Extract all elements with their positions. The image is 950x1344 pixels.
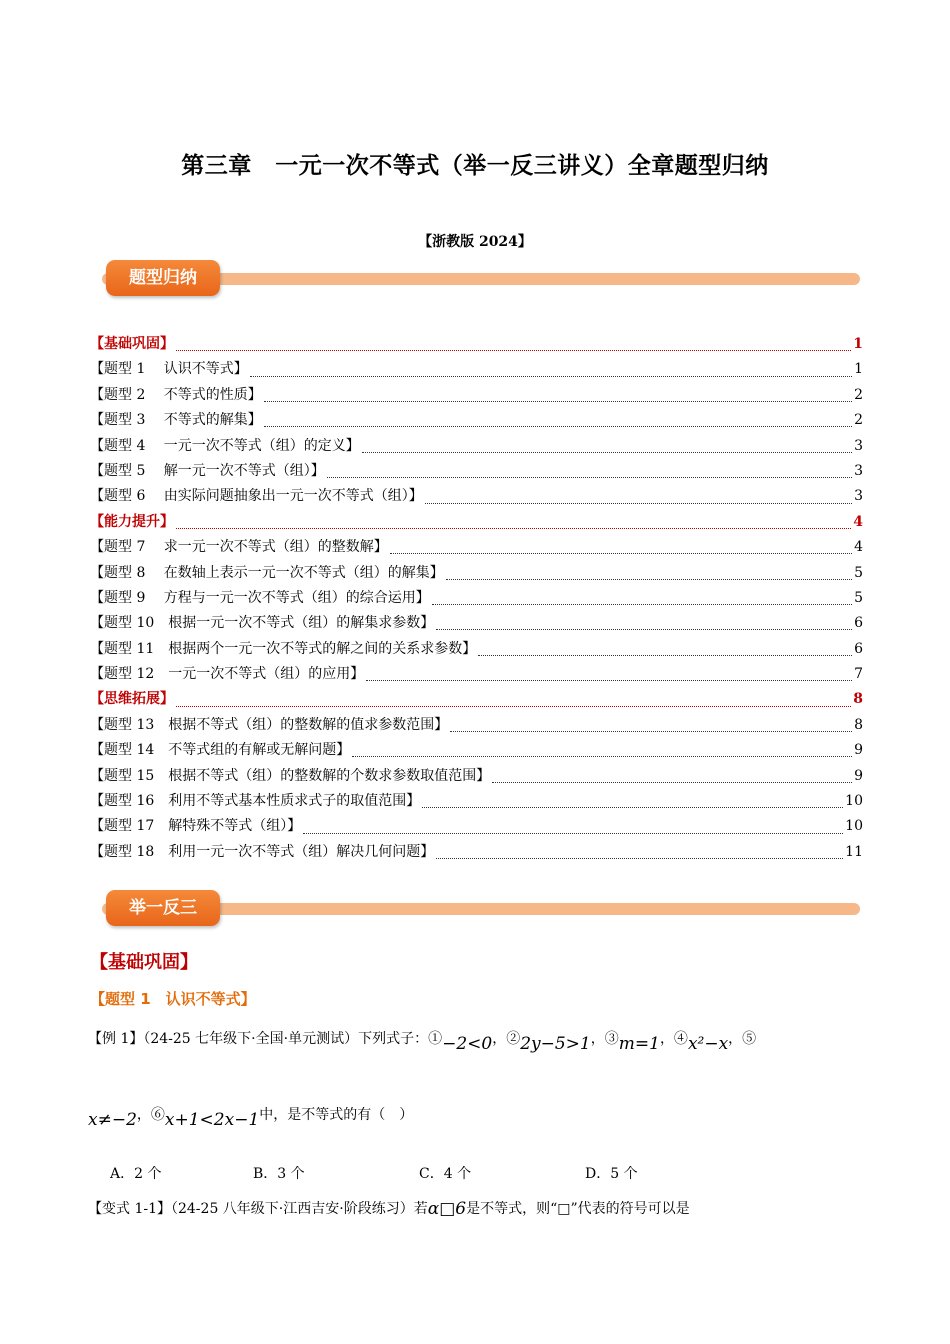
- toc-page-number: 8: [853, 691, 863, 708]
- edition-label: 【浙教版 2024】: [418, 234, 532, 250]
- toc-leader-dots: [176, 706, 851, 707]
- toc-leader-dots: [250, 376, 852, 377]
- toc-entry-label: 【题型 17 解特殊不等式（组）】: [90, 818, 302, 835]
- toc-section-entry[interactable]: [90, 687, 863, 712]
- toc-leader-dots: [390, 553, 852, 554]
- expression-6: x+1<2x−1: [164, 1110, 260, 1130]
- toc-entry-label: 【题型 18 利用一元一次不等式（组）解决几何问题】: [90, 843, 435, 860]
- toc-page-number: 3: [854, 462, 863, 479]
- toc-leader-dots: [264, 426, 852, 427]
- toc-page-number: 2: [854, 412, 863, 429]
- toc-leader-dots: [450, 731, 852, 732]
- toc-leader-dots: [425, 503, 852, 504]
- document-title: 第三章 一元一次不等式（举一反三讲义）全章题型归纳: [181, 153, 769, 179]
- toc-leader-dots: [352, 756, 852, 757]
- toc-leader-dots: [176, 528, 851, 529]
- toc-entry-label: 【题型 4 一元一次不等式（组）的定义】: [90, 437, 360, 454]
- variant-expression: α□6: [427, 1199, 467, 1219]
- table-of-contents: [90, 332, 863, 865]
- toc-page-number: 8: [854, 716, 863, 733]
- toc-page-number: 4: [854, 539, 863, 556]
- option-b[interactable]: B．3 个: [253, 1166, 305, 1182]
- toc-page-number: 1: [853, 336, 863, 352]
- toc-leader-dots: [432, 604, 852, 605]
- toc-banner-label: 题型归纳: [106, 260, 220, 296]
- option-c[interactable]: C．4 个: [419, 1166, 472, 1182]
- toc-entry-label: 【题型 5 解一元一次不等式（组）】: [90, 462, 325, 479]
- toc-entry[interactable]: [90, 408, 863, 433]
- toc-entry[interactable]: [90, 434, 863, 459]
- toc-entry[interactable]: [90, 637, 863, 662]
- toc-page-number: 10: [845, 818, 863, 835]
- toc-page-number: 3: [854, 488, 863, 505]
- marker-5: ，⑤: [728, 1031, 757, 1047]
- practice-banner-label: 举一反三: [106, 890, 220, 926]
- toc-entry-label: 【题型 3 不等式的解集】: [90, 412, 262, 429]
- example-1-suffix: 中，是不等式的有（ ）: [259, 1107, 414, 1123]
- toc-entry-label: 【题型 9 方程与一元一次不等式（组）的综合运用】: [90, 589, 430, 606]
- marker-2: ，②: [492, 1031, 521, 1047]
- toc-page-number: 3: [854, 437, 863, 454]
- toc-banner: [88, 258, 860, 300]
- toc-entry[interactable]: [90, 459, 863, 484]
- toc-entry[interactable]: [90, 484, 863, 509]
- toc-leader-dots: [176, 350, 851, 351]
- toc-page-number: 6: [854, 615, 863, 632]
- toc-entry-label: 【能力提升】: [90, 513, 174, 530]
- toc-entry[interactable]: [90, 789, 863, 814]
- toc-leader-dots: [303, 833, 843, 834]
- expression-3: m=1: [618, 1034, 660, 1054]
- toc-entry-label: 【题型 7 求一元一次不等式（组）的整数解】: [90, 539, 388, 556]
- toc-page-number: 4: [853, 513, 863, 530]
- option-d[interactable]: D．5 个: [585, 1166, 638, 1182]
- toc-page-number: 5: [854, 564, 863, 581]
- toc-section-entry[interactable]: [90, 332, 863, 357]
- toc-leader-dots: [436, 629, 852, 630]
- expression-1: −2<0: [442, 1034, 493, 1054]
- example-1-line-2: [88, 1104, 414, 1130]
- toc-page-number: 5: [854, 589, 863, 606]
- toc-page-number: 9: [854, 767, 863, 784]
- toc-entry-label: 【题型 1 认识不等式】: [90, 361, 248, 378]
- toc-entry-label: 【题型 11 根据两个一元一次不等式的解之间的关系求参数】: [90, 640, 477, 657]
- marker-6: ，⑥: [136, 1107, 165, 1123]
- marker-3: ，③: [590, 1031, 619, 1047]
- toc-page-number: 9: [854, 742, 863, 759]
- marker-4: ，④: [659, 1031, 688, 1047]
- example-1-line-1: [88, 1028, 757, 1054]
- toc-entry-label: 【题型 16 利用不等式基本性质求式子的取值范围】: [90, 793, 421, 810]
- variant-1-1: [88, 1198, 690, 1218]
- toc-entry[interactable]: [90, 586, 863, 611]
- toc-entry-label: 【题型 13 根据不等式（组）的整数解的值求参数范围】: [90, 716, 449, 733]
- variant-suffix: 是不等式，则“□”代表的符号可以是: [466, 1201, 690, 1217]
- toc-entry-label: 【题型 14 不等式组的有解或无解问题】: [90, 742, 351, 759]
- toc-entry[interactable]: [90, 662, 863, 687]
- toc-page-number: 6: [854, 640, 863, 657]
- toc-entry[interactable]: [90, 611, 863, 636]
- toc-entry[interactable]: [90, 814, 863, 839]
- toc-entry-label: 【思维拓展】: [90, 691, 174, 708]
- toc-entry-label: 【题型 15 根据不等式（组）的整数解的个数求参数取值范围】: [90, 767, 491, 784]
- expression-2: 2y−5>1: [520, 1034, 591, 1054]
- toc-entry-label: 【题型 2 不等式的性质】: [90, 386, 262, 403]
- toc-leader-dots: [422, 807, 843, 808]
- toc-page-number: 11: [845, 843, 863, 860]
- toc-page-number: 2: [854, 386, 863, 403]
- toc-page-number: 7: [854, 666, 863, 683]
- toc-entry[interactable]: [90, 535, 863, 560]
- toc-entry-label: 【题型 12 一元一次不等式（组）的应用】: [90, 666, 365, 683]
- toc-entry[interactable]: [90, 357, 863, 382]
- toc-leader-dots: [327, 477, 852, 478]
- question-type-heading: 【题型 1 认识不等式】: [90, 990, 256, 1008]
- toc-leader-dots: [446, 579, 852, 580]
- toc-entry-label: 【题型 8 在数轴上表示一元一次不等式（组）的解集】: [90, 564, 444, 581]
- toc-leader-dots: [264, 401, 852, 402]
- toc-leader-dots: [436, 858, 843, 859]
- toc-page-number: 1: [854, 361, 863, 378]
- toc-leader-dots: [492, 782, 852, 783]
- toc-section-entry[interactable]: [90, 510, 863, 535]
- expression-4: x²−x: [687, 1034, 729, 1054]
- toc-entry[interactable]: [90, 383, 863, 408]
- toc-leader-dots: [478, 655, 852, 656]
- toc-entry[interactable]: [90, 738, 863, 763]
- variant-prefix: 【变式 1-1】（24-25 八年级下·江西吉安·阶段练习）若: [88, 1201, 428, 1217]
- toc-entry[interactable]: [90, 840, 863, 865]
- toc-entry-label: 【题型 10 根据一元一次不等式（组）的解集求参数】: [90, 615, 435, 632]
- toc-leader-dots: [366, 680, 852, 681]
- option-a[interactable]: A．2 个: [110, 1166, 162, 1182]
- toc-entry[interactable]: [90, 561, 863, 586]
- section-heading: 【基础巩固】: [90, 952, 198, 973]
- toc-entry-label: 【基础巩固】: [90, 336, 174, 352]
- example-1-prefix: 【例 1】（24-25 七年级下·全国·单元测试）下列式子：①: [88, 1031, 443, 1047]
- practice-banner: [88, 888, 860, 930]
- toc-entry[interactable]: [90, 713, 863, 738]
- toc-leader-dots: [362, 452, 852, 453]
- expression-5: x≠−2: [88, 1110, 137, 1130]
- toc-page-number: 10: [845, 793, 863, 810]
- toc-entry[interactable]: [90, 764, 863, 789]
- toc-entry-label: 【题型 6 由实际问题抽象出一元一次不等式（组）】: [90, 488, 423, 505]
